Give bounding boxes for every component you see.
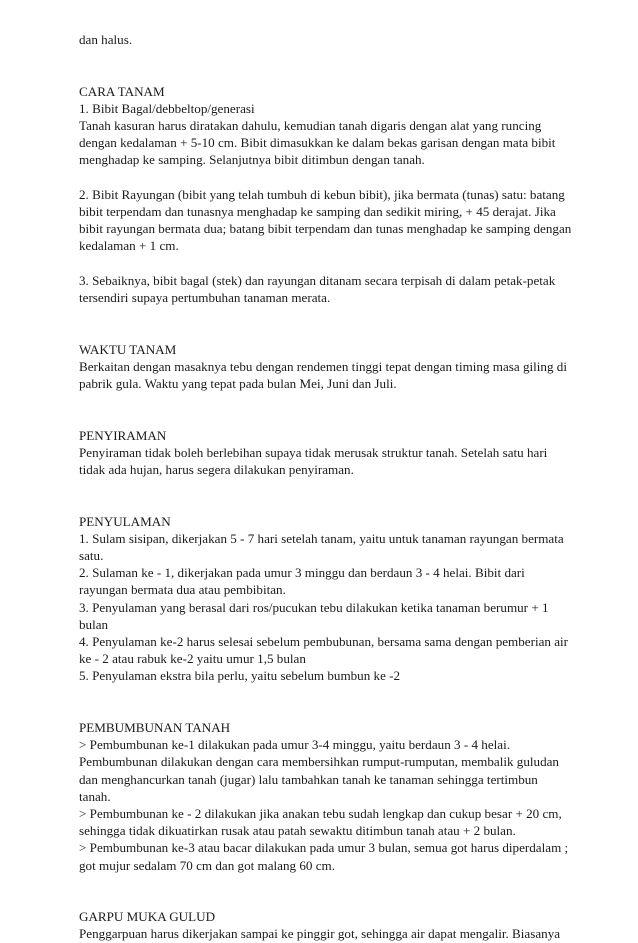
text-line: bibit rayungan bermata dua; batang bibit terpendam dan tunas menghadap ke samping dengan bbox=[79, 221, 572, 237]
text-line: 1. Bibit Bagal/debbeltop/generasi bbox=[79, 100, 255, 116]
text-line: dengan kedalaman + 5-10 cm. Bibit dimasukkan ke dalam bekas garisan dengan mata bibit bbox=[79, 135, 556, 151]
text-line: > Pembumbunan ke-1 dilakukan pada umur 3-4 minggu, yaitu berdaun 3 - 4 helai. bbox=[79, 737, 511, 753]
paragraph-spacer bbox=[79, 169, 569, 186]
text-line: sehingga tidak dikuatirkan rusak atau patah sewaktu ditimbun tanah atau + 2 bulan. bbox=[79, 823, 516, 839]
section-spacer bbox=[79, 306, 569, 340]
section-heading-cara-tanam: CARA TANAM bbox=[79, 83, 165, 99]
document-page bbox=[79, 31, 572, 943]
text-line: 5. Penyulaman ekstra bila perlu, yaitu sebelum bumbun ke -2 bbox=[79, 668, 401, 684]
section-spacer bbox=[79, 685, 569, 719]
text-line: 1. Sulam sisipan, dikerjakan 5 - 7 hari setelah tanam, yaitu untuk tanaman rayungan bermata bbox=[79, 530, 564, 546]
text-line: menghadap ke samping. Selanjutnya bibit ditimbun dengan tanah. bbox=[79, 152, 425, 168]
text-line: rayungan bermata dua atau pembibitan. bbox=[79, 582, 286, 598]
section-spacer bbox=[79, 392, 569, 426]
paragraph-spacer bbox=[79, 255, 569, 272]
section-heading-garpu-muka-gulud: GARPU MUKA GULUD bbox=[79, 909, 216, 925]
text-line: 3. Penyulaman yang berasal dari ros/pucukan tebu dilakukan ketika tanaman berumur + 1 bbox=[79, 599, 549, 615]
section-heading-penyiraman: PENYIRAMAN bbox=[79, 427, 167, 443]
text-line: 3. Sebaiknya, bibit bagal (stek) dan rayungan ditanam secara terpisah di dalam petak-petak bbox=[79, 272, 556, 288]
section-spacer bbox=[79, 48, 569, 82]
text-line: tanah. bbox=[79, 788, 111, 804]
text-line: got mujur sedalam 70 cm dan got malang 60 cm. bbox=[79, 857, 335, 873]
section-spacer bbox=[79, 874, 569, 908]
text-line: Penyiraman tidak boleh berlebihan supaya tidak merusak struktur tanah. Setelah satu hari bbox=[79, 444, 548, 460]
text-line: 2. Bibit Rayungan (bibit yang telah tumbuh di kebun bibit), jika bermata (tunas) satu: batang bbox=[79, 186, 565, 202]
text-line: 2. Sulaman ke - 1, dikerjakan pada umur 3 minggu dan berdaun 3 - 4 helai. Bibit dari bbox=[79, 565, 525, 581]
text-line: Pembumbunan dilakukan dengan cara membersihkan rumput-rumputan, membalik guludan bbox=[79, 754, 559, 770]
section-spacer bbox=[79, 478, 569, 512]
text-line: kedalaman + 1 cm. bbox=[79, 238, 179, 254]
text-line: 4. Penyulaman ke-2 harus selesai sebelum pembubunan, bersama sama dengan pemberian air bbox=[79, 634, 569, 650]
section-heading-pembumbunan-tanah: PEMBUMBUNAN TANAH bbox=[79, 720, 231, 736]
text-line: Tanah kasuran harus diratakan dahulu, kemudian tanah digaris dengan alat yang runcing bbox=[79, 118, 542, 133]
text-line: pabrik gula. Waktu yang tepat pada bulan Mei, Juni dan Juli. bbox=[79, 376, 397, 391]
text-line: Berkaitan dengan masaknya tebu dengan rendemen tinggi tepat dengan timing masa giling di bbox=[79, 358, 567, 374]
text-line: dan halus. bbox=[79, 32, 133, 47]
text-line: tersendiri supaya pertumbuhan tanaman merata. bbox=[79, 290, 331, 305]
text-line: Penggarpuan harus dikerjakan sampai ke pinggir got, sehingga air dapat mengalir. Biasanya bbox=[79, 926, 561, 942]
text-line: ke - 2 atau rabuk ke-2 yaitu umur 1,5 bulan bbox=[79, 651, 306, 667]
text-line: satu. bbox=[79, 548, 104, 563]
section-heading-penyulaman: PENYULAMAN bbox=[79, 513, 171, 529]
text-line: bibit terpendam dan tunasnya menghadap ke samping dan sedikit miring, + 45 derajat. Jika bbox=[79, 204, 556, 219]
text-line: bulan bbox=[79, 616, 109, 632]
text-line: > Pembumbunan ke - 2 dilakukan jika anakan tebu sudah lengkap dan cukup besar + 20 cm, bbox=[79, 806, 562, 822]
text-line: > Pembumbunan ke-3 atau bacar dilakukan pada umur 3 bulan, semua got harus diperdalam ; bbox=[79, 840, 569, 856]
text-line: tidak ada hujan, harus segera dilakukan penyiraman. bbox=[79, 462, 354, 477]
text-line: dan menghancurkan tanah (jugar) lalu tambahkan tanah ke tanaman sehingga tertimbun bbox=[79, 771, 538, 787]
section-heading-waktu-tanam: WAKTU TANAM bbox=[79, 341, 177, 357]
